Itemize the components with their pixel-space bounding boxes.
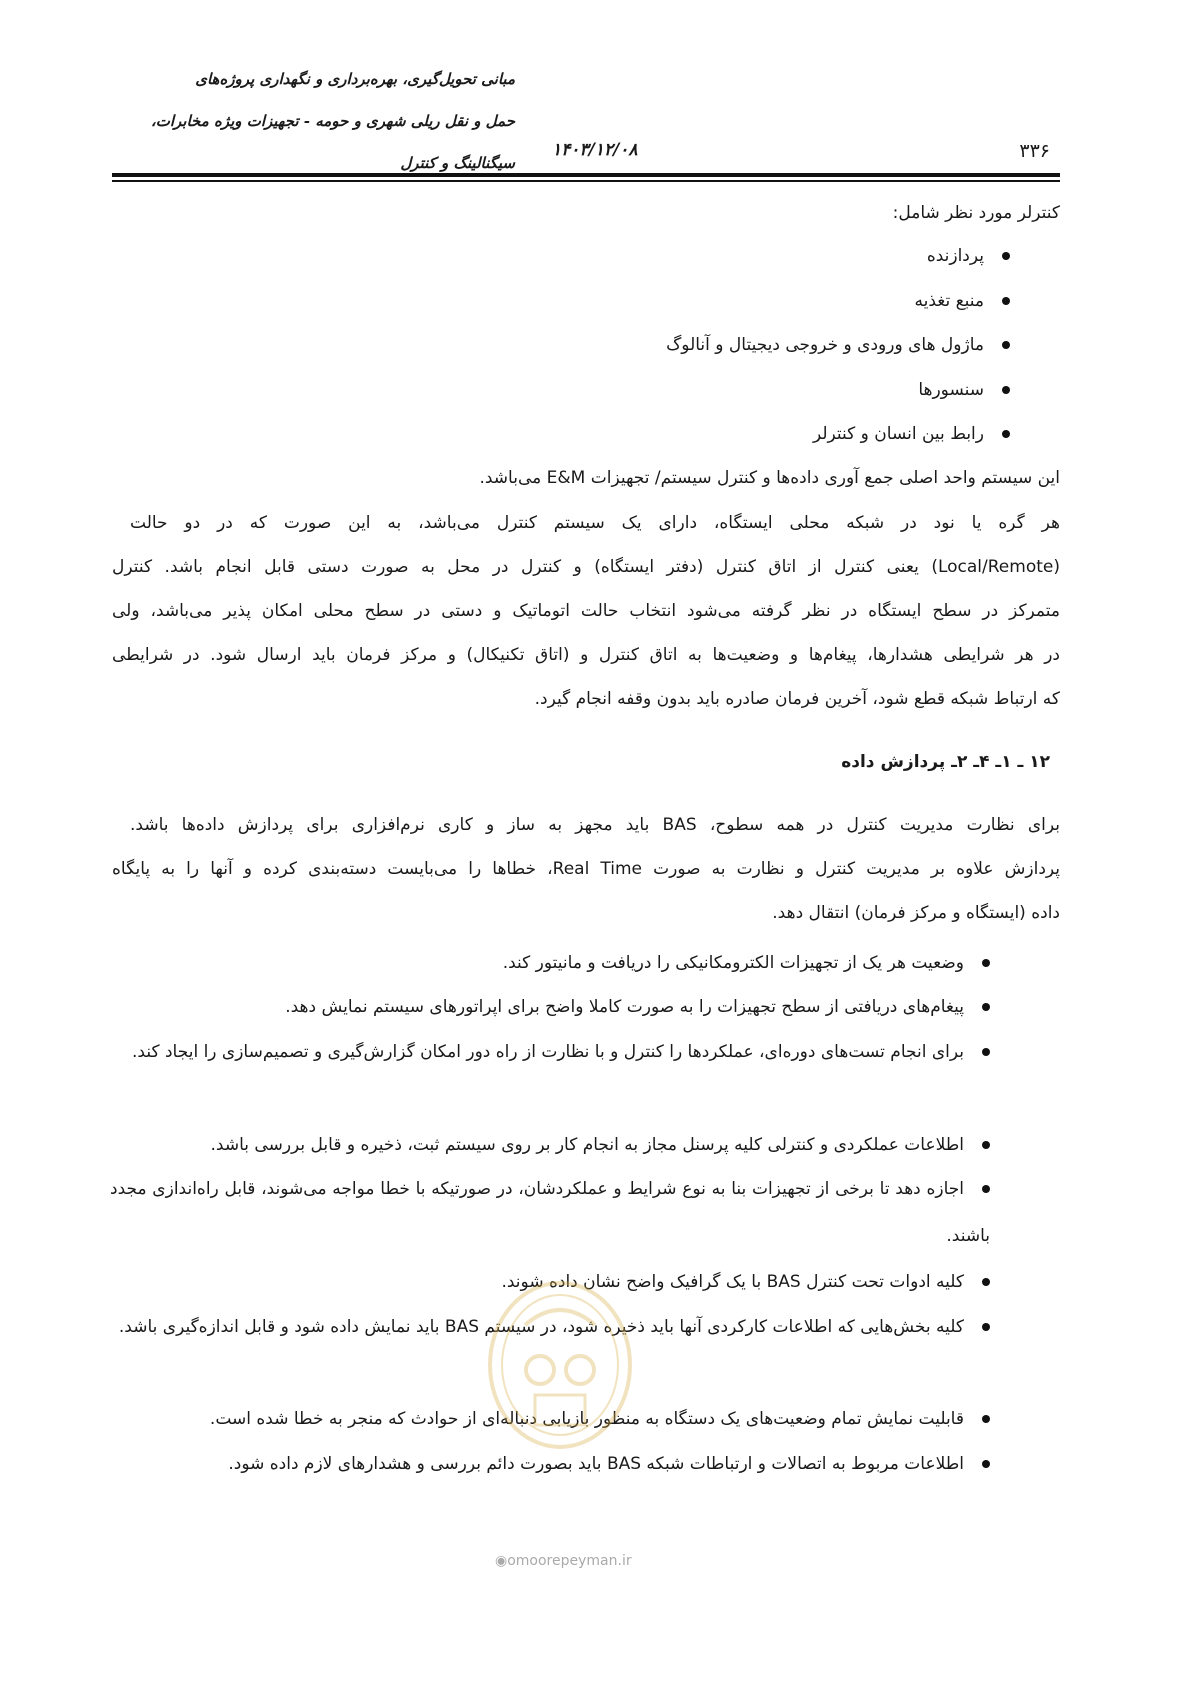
bullet-icon	[982, 1185, 990, 1193]
paragraph-line: هر گره یا نود در شبکه محلی ایستگاه، دارای یک سیستم کنترل می‌باشد، به این صورت که در دو حالت	[130, 513, 1060, 533]
bullet-icon	[1002, 252, 1010, 260]
page-header	[112, 62, 1060, 172]
bullet-icon	[982, 959, 990, 967]
bullet-icon	[982, 1141, 990, 1149]
bullet-icon	[982, 1460, 990, 1468]
watermark-seal-icon	[485, 1275, 635, 1450]
bullet-icon	[1002, 386, 1010, 394]
list-item: پیغام‌های دریافتی از سطح تجهیزات را به صورت کاملا واضح برای اپراتورهای سیستم نمایش دهد.	[110, 984, 990, 1031]
list-item: سنسورها	[918, 380, 1010, 400]
bullet-icon	[982, 1278, 990, 1286]
footer-url: ◉omoorepeyman.ir	[495, 1553, 632, 1569]
list-item: کلیه بخش‌هایی که اطلاعات کارکردی آنها باید ذخیره شود، در سیستم BAS باید نمایش داده شود و قابل اندازه‌گیری باشد.	[110, 1304, 990, 1351]
header-rule-thick	[112, 173, 1060, 177]
page-number: ۳۳۶	[1019, 140, 1050, 162]
section-heading: ۱۲ ـ ۱ـ ۴ـ ۲ـ پردازش داده	[841, 752, 1050, 772]
list-item: اطلاعات مربوط به اتصالات و ارتباطات شبکه BAS باید بصورت دائم بررسی و هشدارهای لازم داده شود.	[110, 1441, 990, 1488]
bullet-icon	[1002, 430, 1010, 438]
paragraph: این سیستم واحد اصلی جمع آوری داده‌ها و کنترل سیستم/ تجهیزات E&M می‌باشد.	[479, 468, 1060, 488]
bullet-icon	[1002, 297, 1010, 305]
paragraph-line: در هر شرایطی هشدارها، پیغام‌ها و وضعیت‌ها به اتاق کنترل و (اتاق تکنیکال) و مرکز فرمان باید ارسال شود. در شرایطی	[112, 645, 1060, 665]
globe-icon: ◉	[495, 1553, 508, 1569]
list-item: منبع تغذیه	[914, 291, 1010, 311]
list-item: برای انجام تست‌های دوره‌ای، عملکردها را کنترل و با نظارت از راه دور امکان گزارش‌گیری و تصمیم‌سازی را ایجاد کند.	[110, 1029, 990, 1076]
header-title-line1: مبانی تحویل‌گیری، بهره‌برداری و نگهداری پروژه‌های	[195, 70, 515, 88]
bullet-icon	[982, 1323, 990, 1331]
list-item: قابلیت نمایش تمام وضعیت‌های یک دستگاه به منظور بازیابی دنباله‌ای از حوادث که منجر به خطا شده است.	[110, 1396, 990, 1443]
list-item: ماژول های ورودی و خروجی دیجیتال و آنالوگ	[666, 335, 1010, 355]
paragraph-line: برای نظارت مدیریت کنترل در همه سطوح، BAS باید مجهز به ساز و کاری نرم‌افزاری برای پردازش داده‌ها باشد.	[130, 815, 1060, 835]
header-rule-thin	[112, 180, 1060, 182]
list-item: اطلاعات عملکردی و کنترلی کلیه پرسنل مجاز به انجام کار بر روی سیستم ثبت، ذخیره و قابل بررسی باشد.	[110, 1122, 990, 1169]
list-item: رابط بین انسان و کنترلر	[813, 424, 1010, 444]
paragraph-line: پردازش علاوه بر مدیریت کنترل و نظارت به صورت Real Time، خطاها را می‌بایست دسته‌بندی کرده و آنها را به پایگاه	[112, 859, 1061, 879]
paragraph-line: که ارتباط شبکه قطع شود، آخرین فرمان صادره باید بدون وقفه انجام گیرد.	[534, 689, 1060, 709]
intro-text: کنترلر مورد نظر شامل:	[892, 203, 1060, 223]
list-item: وضعیت هر یک از تجهیزات الکترومکانیکی را دریافت و مانیتور کند.	[110, 940, 990, 987]
list-item: پردازنده	[927, 246, 1010, 266]
list-item: اجازه دهد تا برخی از تجهیزات بنا به نوع شرایط و عملکردشان، در صورتیکه با خطا مواجه می‌شوند، قابل راه‌اندازی مجدد باشند.	[110, 1179, 990, 1246]
bullet-icon	[982, 1415, 990, 1423]
header-title-line3: سیگنالینگ و کنترل	[400, 154, 515, 172]
paragraph-line: داده (ایستگاه و مرکز فرمان) انتقال دهد.	[772, 903, 1060, 923]
bullet-icon	[982, 1003, 990, 1011]
bullet-icon	[1002, 341, 1010, 349]
paragraph-line: (Local/Remote) یعنی کنترل از اتاق کنترل (دفتر ایستگاه) و کنترل در محل به صورت دستی قابل انجام باشد. کنترل	[112, 557, 1060, 577]
bullet-icon	[982, 1048, 990, 1056]
header-date: ۱۴۰۳/۱۲/۰۸	[552, 140, 638, 160]
header-title-line2: حمل و نقل ریلی شهری و حومه - تجهیزات ویژه مخابرات،	[150, 112, 515, 130]
list-item: کلیه ادوات تحت کنترل BAS با یک گرافیک واضح نشان داده شوند.	[110, 1259, 990, 1306]
paragraph-line: متمرکز در سطح ایستگاه در نظر گرفته می‌شود انتخاب حالت اتوماتیک و دستی در سطح محلی امکان پذیر می‌باشد، ولی	[112, 601, 1060, 621]
